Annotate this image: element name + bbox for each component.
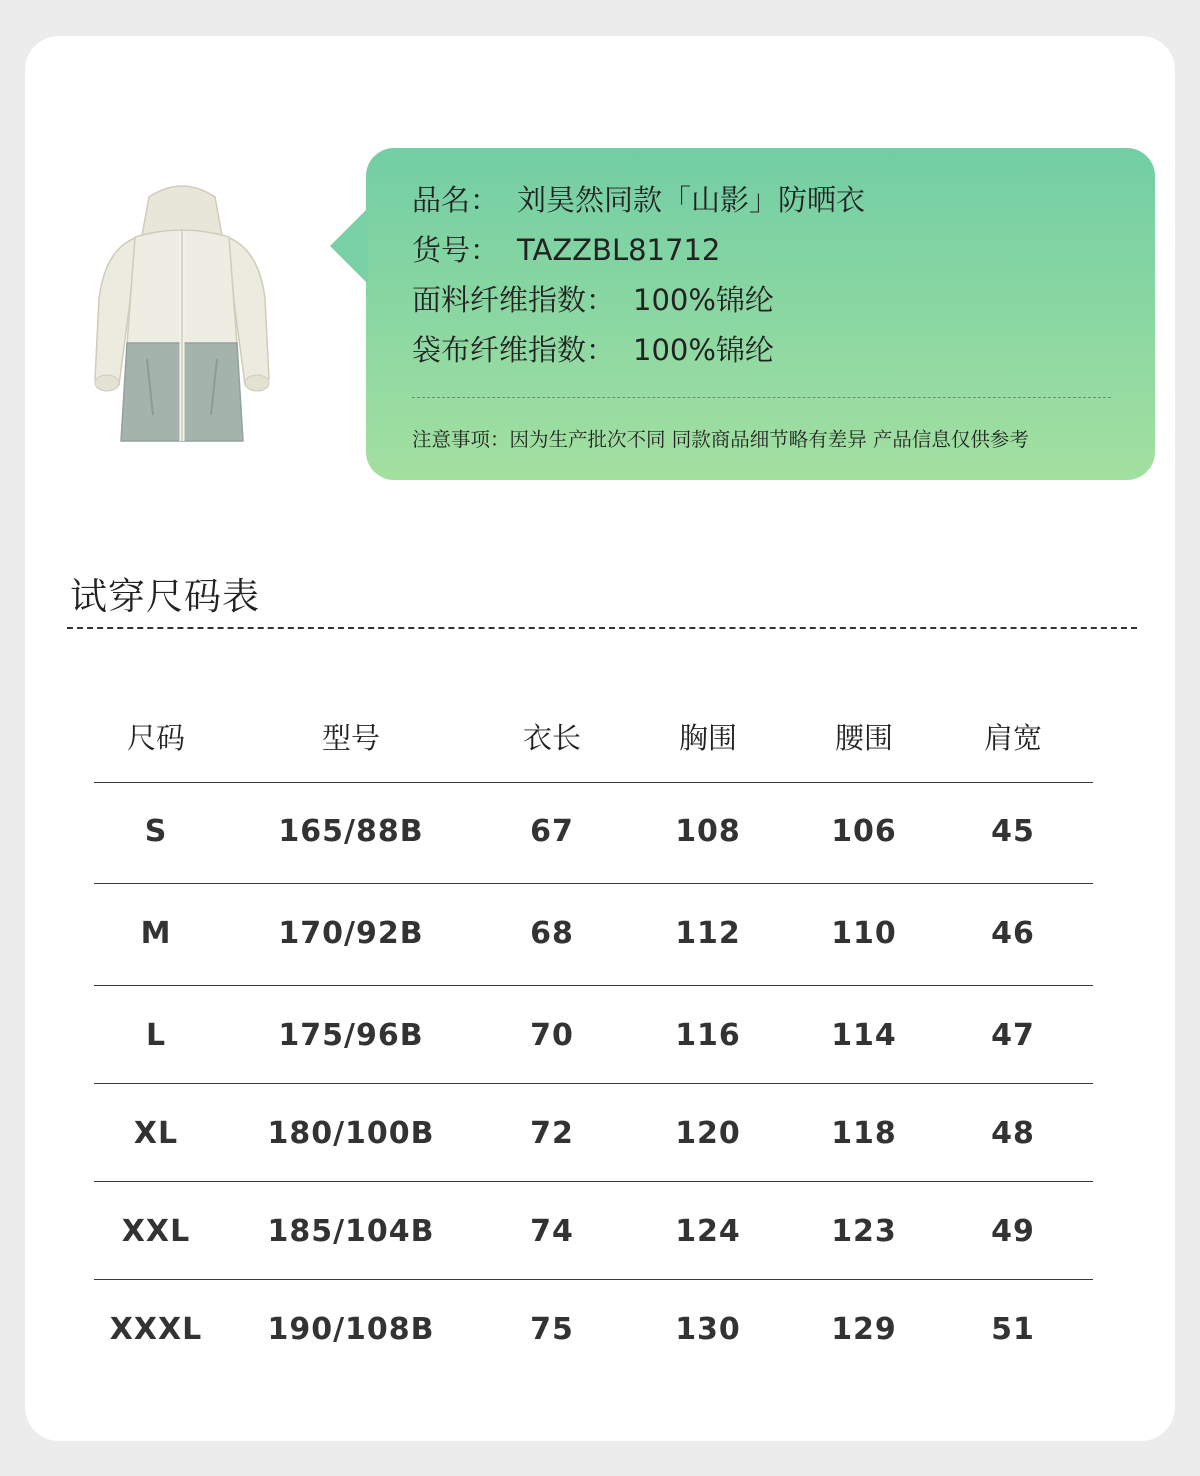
cell-waist: 114 [831, 1018, 897, 1053]
table-divider [94, 1181, 1093, 1182]
cell-chest: 116 [675, 1018, 741, 1053]
cell-length: 75 [530, 1312, 574, 1347]
cell-shoulder: 48 [991, 1116, 1035, 1151]
fabric-value: 100%锦纶 [633, 283, 774, 317]
product-info-bubble [366, 148, 1155, 480]
product-sku-label: 货号： [412, 233, 500, 267]
cell-model: 190/108B [267, 1312, 435, 1347]
cell-shoulder: 46 [991, 916, 1035, 951]
cell-length: 67 [530, 814, 574, 849]
cell-shoulder: 45 [991, 814, 1035, 849]
table-row [25, 814, 1175, 874]
size-info-card [25, 36, 1175, 1441]
table-row [25, 916, 1175, 976]
table-divider [94, 1083, 1093, 1084]
cell-length: 68 [530, 916, 574, 951]
cell-size: XXL [121, 1214, 191, 1249]
cell-model: 180/100B [267, 1116, 435, 1151]
cell-waist: 110 [831, 916, 897, 951]
cell-model: 175/96B [278, 1018, 424, 1053]
cell-shoulder: 51 [991, 1312, 1035, 1347]
cell-size: XXXL [109, 1312, 203, 1347]
cell-model: 185/104B [267, 1214, 435, 1249]
lining-value: 100%锦纶 [633, 333, 774, 367]
table-divider [94, 782, 1093, 783]
table-row [25, 1214, 1175, 1274]
header-length: 衣长 [522, 721, 582, 755]
cell-length: 74 [530, 1214, 574, 1249]
header-size: 尺码 [126, 721, 186, 755]
size-chart-title: 试穿尺码表 [70, 575, 260, 618]
lining-line [412, 328, 774, 369]
notice-text: 注意事项：因为生产批次不同 同款商品细节略有差异 产品信息仅供参考 [412, 428, 1029, 451]
table-divider [94, 985, 1093, 986]
fabric-line [412, 278, 774, 319]
cell-size: XL [133, 1116, 179, 1151]
cell-waist: 129 [831, 1312, 897, 1347]
product-name-value: 刘昊然同款「山影」防晒衣 [517, 183, 866, 217]
size-table-header [25, 716, 1175, 756]
header-chest: 胸围 [678, 721, 738, 755]
cell-model: 165/88B [278, 814, 424, 849]
cell-size: M [140, 916, 172, 951]
cell-chest: 130 [675, 1312, 741, 1347]
cell-size: L [145, 1018, 167, 1053]
cell-waist: 123 [831, 1214, 897, 1249]
lining-label: 袋布纤维指数： [412, 333, 616, 367]
product-name-label: 品名： [412, 183, 500, 217]
table-divider [94, 883, 1093, 884]
fabric-label: 面料纤维指数： [412, 283, 616, 317]
product-sku-line [412, 228, 720, 269]
header-model: 型号 [321, 721, 381, 755]
title-divider [67, 627, 1137, 629]
table-row [25, 1018, 1175, 1078]
table-row [25, 1312, 1175, 1372]
cell-chest: 108 [675, 814, 741, 849]
bubble-pointer [330, 208, 368, 284]
cell-length: 70 [530, 1018, 574, 1053]
table-divider [94, 1279, 1093, 1280]
cell-waist: 118 [831, 1116, 897, 1151]
cell-chest: 112 [675, 916, 741, 951]
header-shoulder: 肩宽 [983, 721, 1043, 755]
product-image [77, 179, 287, 449]
cell-model: 170/92B [278, 916, 424, 951]
cell-length: 72 [530, 1116, 574, 1151]
cell-shoulder: 49 [991, 1214, 1035, 1249]
info-divider [412, 397, 1111, 398]
cell-shoulder: 47 [991, 1018, 1035, 1053]
table-row [25, 1116, 1175, 1176]
product-name-line [412, 178, 865, 219]
cell-waist: 106 [831, 814, 897, 849]
header-waist: 腰围 [834, 721, 894, 755]
cell-chest: 124 [675, 1214, 741, 1249]
cell-size: S [144, 814, 168, 849]
cell-chest: 120 [675, 1116, 741, 1151]
product-sku-value: TAZZBL81712 [517, 233, 721, 267]
